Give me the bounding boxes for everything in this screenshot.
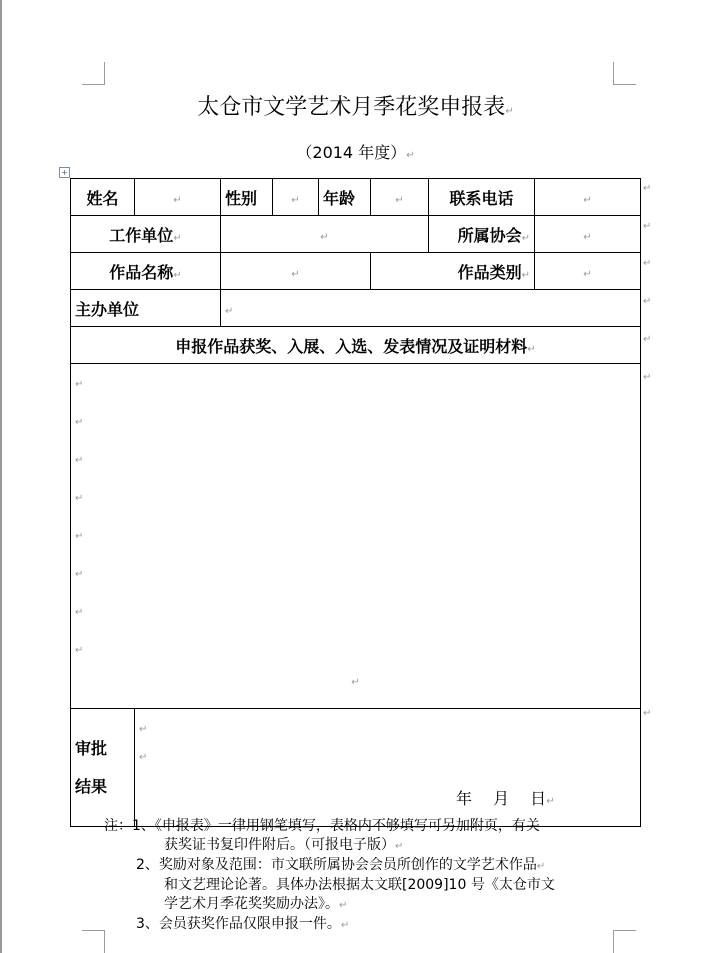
work-name-field[interactable]: ↵	[221, 253, 371, 290]
row-end-mark: ↵	[643, 372, 652, 383]
age-label: 年龄	[319, 179, 371, 216]
empty-line: ↵	[75, 417, 84, 428]
age-field[interactable]: ↵	[371, 179, 429, 216]
work-unit-field[interactable]: ↵	[221, 216, 429, 253]
work-unit-label: 工作单位↵	[71, 216, 221, 253]
table-row	[71, 179, 641, 216]
table-move-handle-icon[interactable]: +	[59, 167, 70, 178]
note-item-2-cont: 学艺术月季花奖奖励办法》。↵	[164, 896, 348, 912]
row-end-mark: ↵	[643, 221, 652, 232]
name-field[interactable]: ↵	[135, 179, 221, 216]
gender-label: 性别	[221, 179, 273, 216]
empty-line: ↵	[75, 607, 84, 618]
work-name-label: 作品名称↵	[71, 253, 221, 290]
row-end-mark: ↵	[643, 708, 652, 719]
empty-line: ↵	[75, 569, 84, 580]
table-row	[71, 216, 641, 253]
table-row	[71, 327, 641, 364]
note-item-1-cont: 获奖证书复印件附后。（可报电子版）↵	[164, 837, 404, 853]
approval-date: 年 月 日↵	[456, 789, 555, 808]
note-item-3: 3、会员获奖作品仅限申报一件。↵	[136, 916, 350, 932]
empty-line: ↵	[75, 379, 84, 390]
row-end-mark: ↵	[643, 334, 652, 345]
organizer-field[interactable]: ↵	[221, 290, 641, 327]
note-item-2-cont: 和文艺理论论著。具体办法根据太文联[2009]10 号《太仓市文	[164, 877, 555, 893]
row-end-mark: ↵	[643, 296, 652, 307]
organizer-label: 主办单位	[71, 290, 221, 327]
notes-section	[104, 817, 624, 935]
gender-field[interactable]: ↵	[273, 179, 319, 216]
approval-result-field[interactable]: ↵ ↵	[135, 709, 641, 827]
empty-line: ↵	[75, 455, 84, 466]
empty-line: ↵	[75, 493, 84, 504]
note-item-1: 注：1、《申报表》一律用钢笔填写，表格内不够填写可另加附页，有关	[104, 818, 540, 834]
work-category-field[interactable]: ↵	[535, 253, 641, 290]
row-end-mark: ↵	[643, 258, 652, 269]
table-row	[71, 290, 641, 327]
work-category-label: 作品类别↵	[371, 253, 535, 290]
application-form-table	[70, 178, 641, 827]
approval-label: 审批 结果	[71, 709, 135, 827]
name-label: 姓名	[71, 179, 135, 216]
margin-corner-top-left	[82, 62, 105, 85]
phone-label: 联系电话	[429, 179, 535, 216]
phone-field[interactable]: ↵	[535, 179, 641, 216]
association-field[interactable]: ↵	[535, 216, 641, 253]
document-title: 太仓市文学艺术月季花奖申报表↵	[197, 95, 514, 120]
note-item-2: 2、奖励对象及范围：市文联所属协会会员所创作的文学艺术作品↵	[136, 857, 546, 873]
margin-corner-top-right	[613, 62, 636, 85]
empty-line: ↵	[75, 645, 84, 656]
association-label: 所属协会↵	[429, 216, 535, 253]
document-year: （2014 年度）↵	[296, 143, 415, 162]
row-end-mark: ↵	[643, 183, 652, 194]
table-row	[71, 364, 641, 709]
award-details-field[interactable]	[71, 364, 641, 709]
empty-line: ↵	[351, 677, 360, 688]
section-heading: 申报作品获奖、入展、入选、发表情况及证明材料↵	[71, 327, 641, 364]
table-row	[71, 253, 641, 290]
empty-line: ↵	[75, 531, 84, 542]
table-row	[71, 709, 641, 827]
margin-corner-bottom-left	[82, 930, 105, 953]
